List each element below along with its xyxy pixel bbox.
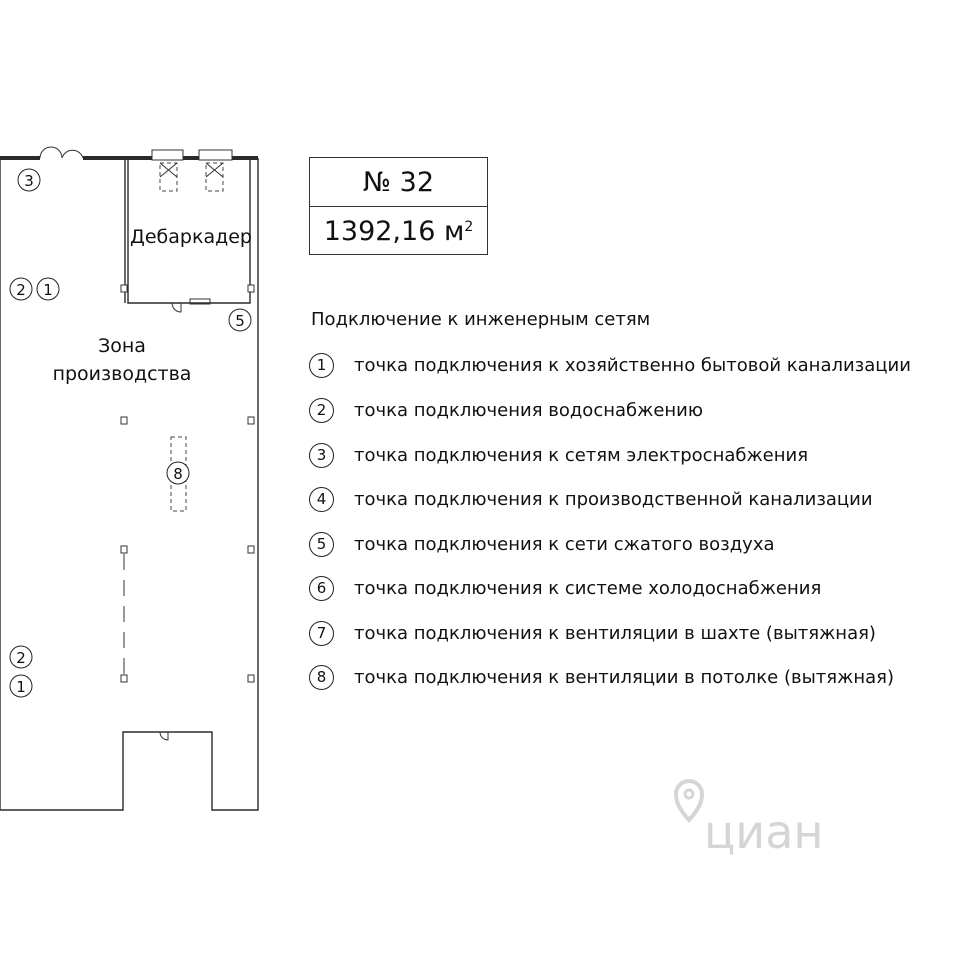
unit-area [310,206,487,255]
area-unit-exponent: 2 [464,219,474,235]
legend-text-3: точка подключения к сетям электроснабжения [354,444,809,466]
area-value: 1392,16 [323,215,436,247]
dock-label: Дебаркадер [130,226,252,248]
legend-text-1: точка подключения к хозяйственно бытовой канализации [354,354,911,376]
legend-number-4: 4 [309,487,334,512]
legend-text-5: точка подключения к сети сжатого воздуха [354,533,775,555]
marker-1-mid-label: 1 [43,281,53,299]
legend-item-2 [309,395,703,425]
marker-1-low-label: 1 [16,678,26,696]
marker-2-low-label: 2 [16,649,26,667]
marker-1-mid [37,278,59,300]
legend-item-1 [309,350,911,380]
legend-number-3: 3 [309,443,334,468]
marker-2-mid-label: 2 [16,281,26,299]
legend-item-3 [309,440,808,470]
legend-item-4 [309,484,873,514]
legend-text-4: точка подключения к производственной канализации [354,488,873,510]
legend-title: Подключение к инженерным сетям [311,309,651,330]
bottom-door [160,732,176,740]
legend-number-7: 7 [309,621,334,646]
watermark-logo [676,781,823,859]
marker-8 [167,462,189,484]
legend-number-5: 5 [309,532,334,557]
marker-2-low [10,646,32,668]
top-doors [40,147,83,158]
legend-item-8 [309,662,894,692]
marker-5 [229,309,251,331]
legend-item-7 [309,618,876,648]
legend-item-5 [309,529,775,559]
unit-number: № 32 [362,166,435,198]
legend-text-7: точка подключения к вентиляции в шахте (вытяжная) [354,622,876,644]
marker-8-label: 8 [173,465,183,483]
production-label-line1: Зона [98,335,146,357]
legend-number-6: 6 [309,576,334,601]
marker-3-top [18,169,40,191]
location-pin-icon [676,781,702,820]
area-unit: м [443,215,465,247]
marker-3-top-label: 3 [24,172,34,190]
watermark-text: циан [704,805,824,859]
legend-text-6: точка подключения к системе холодоснабжения [354,577,822,599]
legend-text-2: точка подключения водоснабжению [354,399,704,421]
legend-item-6 [309,573,821,603]
legend-number-8: 8 [309,665,334,690]
marker-5-label: 5 [235,312,245,330]
marker-2-mid [10,278,32,300]
legend-text-8: точка подключения к вентиляции в потолке (вытяжная) [354,666,894,688]
outer-wall [0,158,258,810]
marker-1-low [10,675,32,697]
production-label-line2: производства [52,363,192,385]
legend-number-2: 2 [309,398,334,423]
unit-info-box [309,157,488,255]
legend-number-1: 1 [309,353,334,378]
